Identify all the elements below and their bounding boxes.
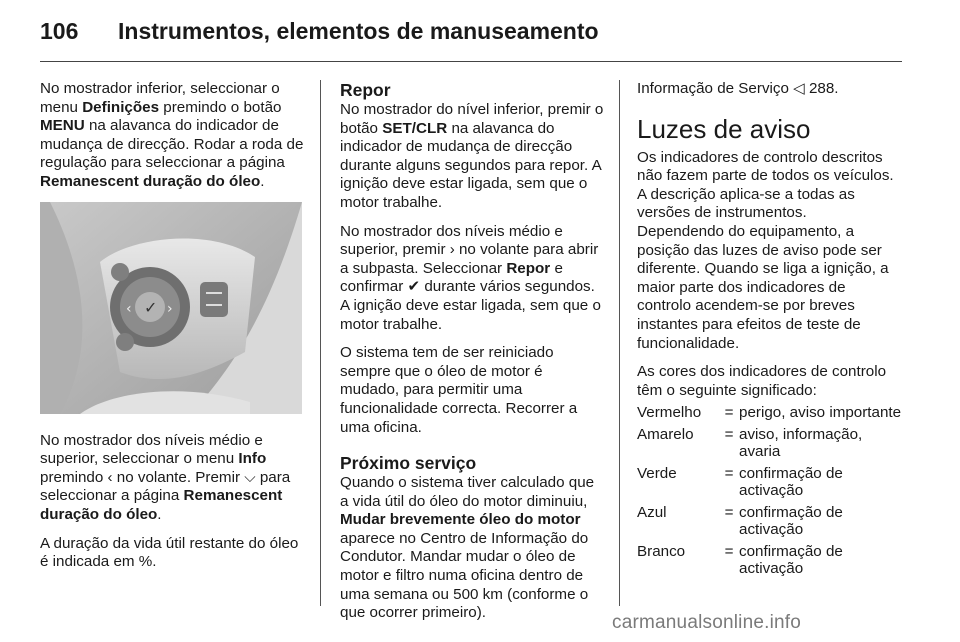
header-rule — [40, 61, 902, 62]
heading-luzes-de-aviso: Luzes de aviso — [637, 113, 811, 144]
paragraph-menu-info: No mostrador dos níveis médio e superior, seleccionar o menu Info premindo ‹ no volante. Premir ⌵ para seleccionar a página Remanescent duração do óleo. — [40, 431, 291, 523]
paragraph-indicators-description: Os indicadores de controlo descritos não fazem parte de todos os veículos. A descrição aplica-se a todas as versões de instrumentos. — [637, 148, 894, 222]
colour-name: Verde — [637, 464, 677, 482]
colour-name: Azul — [637, 503, 667, 521]
paragraph-menu-settings: No mostrador inferior, seleccionar o menu Definições premindo o botão MENU na alavanca do indicador de mudança de direcção. Rodar a roda de regulação para seleccionar a página Remanescent duração do óleo. — [40, 80, 304, 190]
table-row — [637, 404, 902, 426]
colour-name: Vermelho — [637, 404, 702, 422]
column-3 — [637, 80, 902, 582]
svg-text:›: › — [167, 300, 173, 317]
column-1 — [40, 80, 304, 582]
column-divider-1 — [320, 80, 321, 606]
paragraph-repor-upper: No mostrador dos níveis médio e superior, premir › no volante para abrir a subpasta. Seleccionar Repor e confirmar ✔ durante vários segundos. A ignição deve estar ligada, sem que o motor trabalhe. — [340, 222, 601, 333]
table-row — [637, 543, 902, 582]
chevron-right-icon: › — [449, 241, 455, 259]
steering-wheel-controls-figure — [40, 202, 302, 414]
paragraph-next-service: Quando o sistema tiver calculado que a vida útil do óleo do motor diminuiu, Mudar brevemente óleo do motor aparece no Centro de Informação do Condutor. Mandar mudar o óleo de motor e filtro numa oficina dentro de uma semana ou 500 km (conforme o que ocorrer primeiro). — [340, 474, 595, 622]
running-title: Instrumentos, elementos de manuseamento — [118, 18, 599, 44]
colour-meaning: confirmação de activação — [739, 503, 843, 539]
equals-sign: = — [724, 503, 734, 521]
table-row — [637, 426, 902, 465]
equals-sign: = — [724, 542, 734, 560]
paragraph-repor-lower: No mostrador do nível inferior, premir o botão SET/CLR na alavanca do indicador de mudança de direcção durante alguns segundos para repor. A ignição deve estar ligada, sem que o motor trabalhe. — [340, 101, 604, 211]
colour-name: Branco — [637, 542, 686, 560]
column-2 — [340, 80, 604, 633]
chevron-left-icon: ‹ — [107, 468, 113, 486]
watermark: carmanualsonline.info — [612, 612, 802, 633]
paragraph-service-info-ref: Informação de Serviço ◁ 288. — [637, 80, 839, 97]
svg-text:‹: ‹ — [126, 300, 132, 317]
table-row — [637, 504, 902, 543]
colour-meaning: perigo, aviso importante — [739, 404, 902, 422]
paragraph-oil-percentage: A duração da vida útil restante do óleo é indicada em %. — [40, 534, 299, 571]
table-row — [637, 465, 902, 504]
heading-repor: Repor — [340, 80, 391, 100]
colour-meaning-table — [637, 404, 902, 582]
paragraph-colour-meaning-intro: As cores dos indicadores de controlo têm o seguinte significado: — [637, 363, 887, 399]
page-header — [40, 18, 902, 48]
column-divider-2 — [619, 80, 620, 606]
colour-name: Amarelo — [637, 425, 694, 443]
svg-text:✓: ✓ — [144, 297, 158, 317]
page-reference-icon: ◁ — [793, 80, 805, 97]
colour-meaning: aviso, informação, avaria — [739, 425, 863, 461]
chevron-down-icon: ⌵ — [244, 468, 256, 486]
equals-sign: = — [724, 464, 734, 482]
equals-sign: = — [724, 404, 734, 422]
paragraph-warning-light-position: Dependendo do equipamento, a posição das luzes de aviso pode ser diferente. Quando se liga a ignição, a maior parte dos indicadores de controlo acendem-se por breves instantes para efeitos de teste de funcionalidade. — [637, 222, 889, 352]
equals-sign: = — [724, 425, 734, 443]
checkmark-icon: ✔ — [407, 278, 421, 296]
steering-wheel-illustration — [40, 202, 302, 414]
paragraph-reset-required: O sistema tem de ser reiniciado sempre que o óleo de motor é mudado, para permitir uma funcionalidade correcta. Recorrer a uma oficina. — [340, 344, 578, 436]
colour-meaning: confirmação de activação — [739, 464, 843, 500]
page-number: 106 — [40, 18, 79, 44]
colour-meaning: confirmação de activação — [739, 542, 843, 578]
heading-proximo-servico: Próximo serviço — [340, 453, 477, 474]
